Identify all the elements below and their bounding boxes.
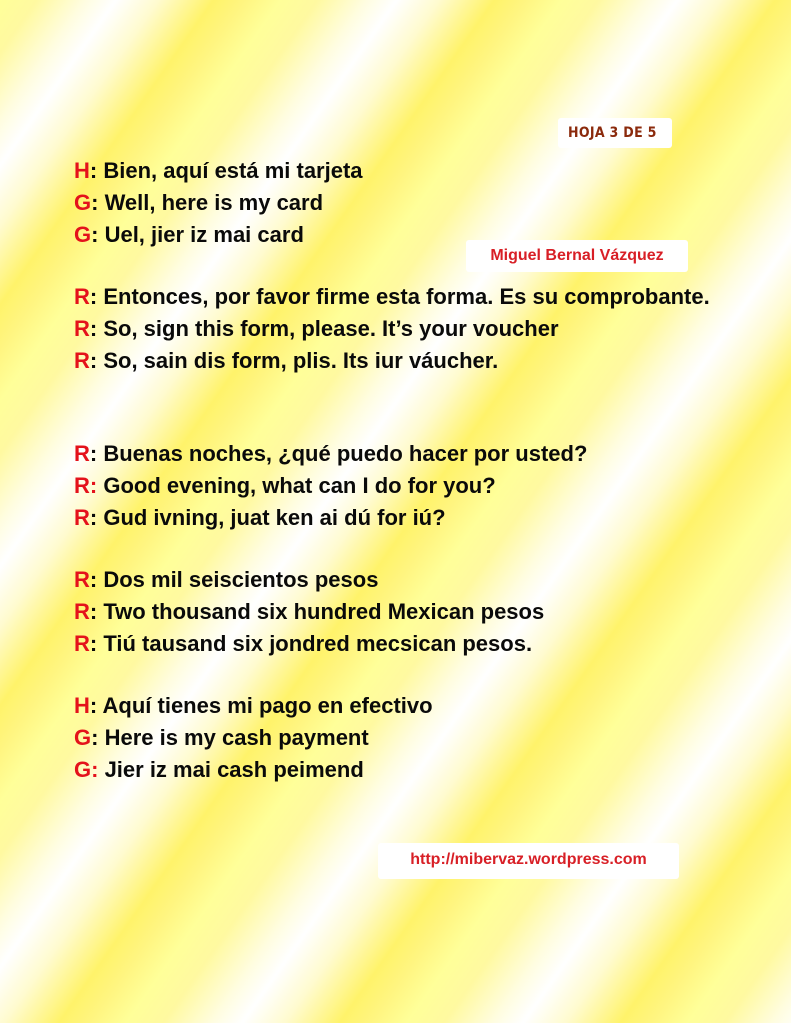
line-text: Bien, aquí está mi tarjeta: [97, 158, 363, 183]
dialogue-line: [74, 502, 717, 534]
dialogue-line: [74, 438, 717, 470]
line-text: Here is my cash payment: [98, 725, 369, 750]
speaker-tag: H: [74, 693, 90, 718]
colon: :: [91, 725, 99, 750]
speaker-tag: R: [74, 284, 90, 309]
footer-url: http://mibervaz.wordpress.com: [378, 843, 679, 879]
dialogue-line: [74, 470, 717, 502]
speaker-tag: R: [74, 567, 90, 592]
dialogue-line: [74, 722, 717, 754]
colon: :: [89, 567, 98, 592]
speaker-tag: R: [74, 348, 90, 373]
dialogue-line: [74, 345, 717, 377]
speaker-tag: G: [74, 190, 92, 215]
line-text: Well, here is my card: [98, 190, 324, 215]
dialogue-line: [74, 690, 717, 722]
dialogue-line: [74, 754, 717, 786]
colon: :: [89, 348, 98, 373]
speaker-tag: G: [74, 725, 92, 750]
dialogue-block-5: [74, 690, 717, 786]
author-name: Miguel Bernal Vázquez: [466, 240, 688, 272]
colon: :: [89, 158, 98, 183]
speaker-tag: G: [74, 222, 92, 247]
line-text: Jier iz mai cash peimend: [98, 757, 364, 782]
line-text: Two thousand six hundred Mexican pesos: [97, 599, 545, 624]
line-text: Gud ivning, juat ken ai dú for iú?: [97, 505, 446, 530]
dialogue-line: [74, 628, 717, 660]
colon: :: [89, 505, 98, 530]
speaker-tag: R: [74, 599, 90, 624]
speaker-tag: H: [74, 158, 90, 183]
line-text: So, sign this form, please. It’s your voucher: [97, 316, 559, 341]
colon: :: [89, 631, 98, 656]
speaker-tag: R: [74, 631, 90, 656]
dialogue-line: [74, 281, 717, 313]
colon: :: [91, 222, 99, 247]
colon: :: [89, 284, 98, 309]
colon: :: [89, 316, 98, 341]
line-text: Good evening, what can I do for you?: [97, 473, 496, 498]
dialogue-line: [74, 313, 717, 345]
dialogue-block-3: [74, 438, 717, 534]
dialogue-line: [74, 155, 717, 187]
speaker-tag: R: [74, 441, 90, 466]
dialogue-block-4: [74, 564, 717, 660]
dialogue-line: [74, 187, 717, 219]
line-text: Aquí tienes mi pago en efectivo: [97, 693, 433, 718]
line-text: Entonces, por favor firme esta forma. Es su comprobante.: [97, 284, 710, 309]
dialogue-block-2: [74, 281, 717, 377]
line-text: Tiú tausand six jondred mecsican pesos.: [97, 631, 533, 656]
dialogue-line: [74, 564, 717, 596]
speaker-tag: G:: [74, 757, 99, 782]
sheet-number-label: HOJA 3 DE 5: [558, 118, 672, 148]
dialogue-line: [74, 596, 717, 628]
colon: :: [89, 599, 98, 624]
colon: :: [91, 190, 99, 215]
line-text: Buenas noches, ¿qué puedo hacer por usted?: [97, 441, 588, 466]
line-text: So, sain dis form, plis. Its iur váucher.: [97, 348, 499, 373]
colon: :: [89, 693, 98, 718]
colon: :: [89, 441, 98, 466]
speaker-tag: R:: [74, 473, 98, 498]
speaker-tag: R: [74, 505, 90, 530]
line-text: Uel, jier iz mai card: [98, 222, 304, 247]
line-text: Dos mil seiscientos pesos: [97, 567, 379, 592]
speaker-tag: R: [74, 316, 90, 341]
dialogue-block-1: [74, 155, 717, 251]
